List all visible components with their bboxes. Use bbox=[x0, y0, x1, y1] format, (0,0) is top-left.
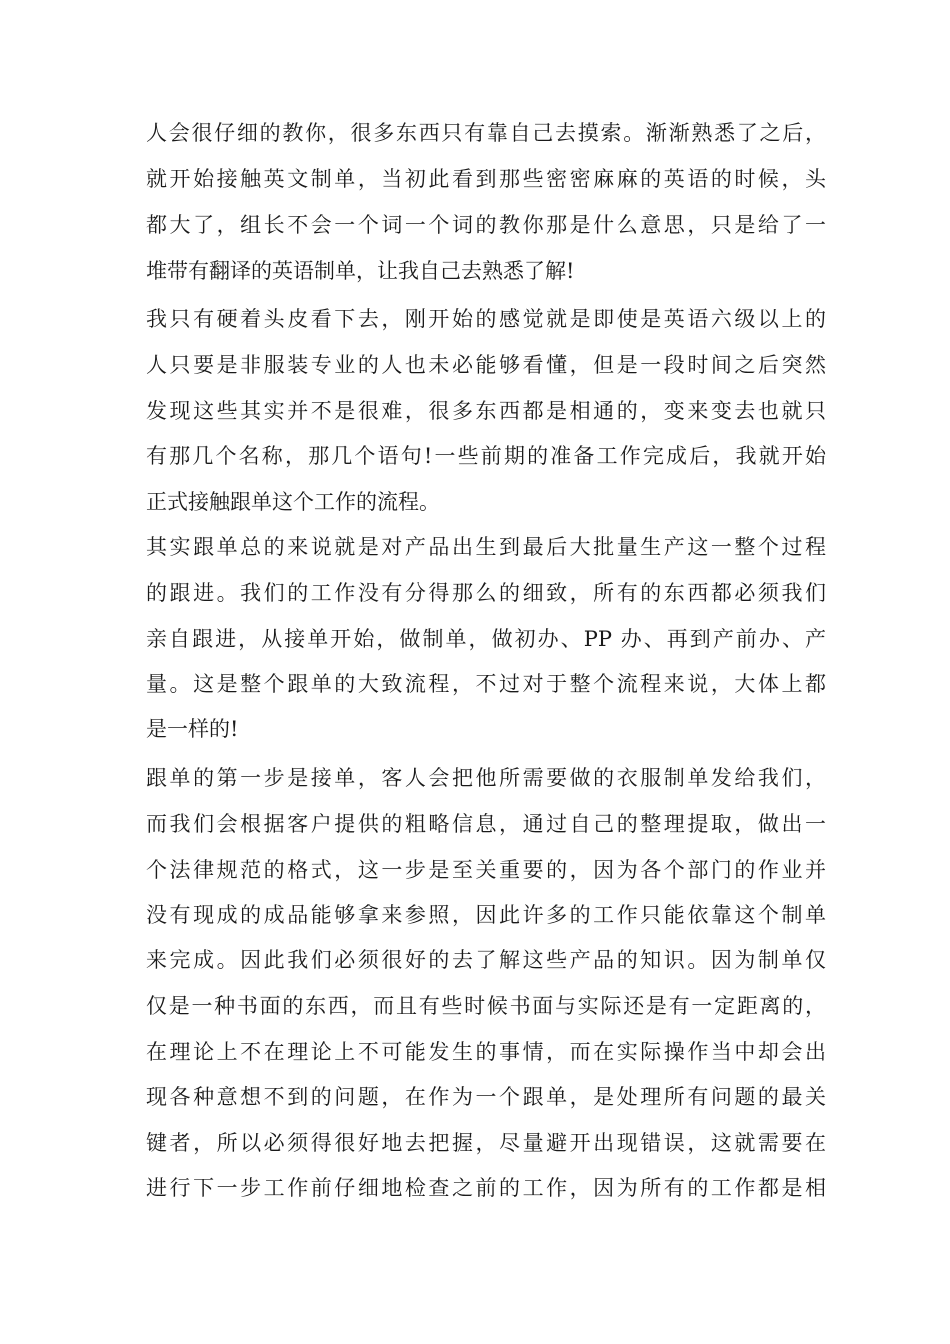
text-line: 人只要是非服装专业的人也未必能够看懂，但是一段时间之后突然 bbox=[146, 353, 826, 377]
text-line: 个法律规范的格式，这一步是至关重要的，因为各个部门的作业并 bbox=[146, 858, 826, 882]
text-line: 我只有硬着头皮看下去，刚开始的感觉就是即使是英语六级以上的 bbox=[146, 307, 826, 331]
text-line: 跟单的第一步是接单，客人会把他所需要做的衣服制单发给我们， bbox=[146, 766, 826, 790]
text-line: 而我们会根据客户提供的粗略信息，通过自己的整理提取，做出一 bbox=[146, 812, 826, 836]
text-line: 亲自跟进，从接单开始，做制单，做初办、PP 办、再到产前办、产 bbox=[146, 627, 826, 651]
text-line: 来完成。因此我们必须很好的去了解这些产品的知识。因为制单仅 bbox=[146, 948, 826, 972]
text-line: 键者，所以必须得很好地去把握，尽量避开出现错误，这就需要在 bbox=[146, 1131, 826, 1155]
text-line: 仅是一种书面的东西，而且有些时候书面与实际还是有一定距离的， bbox=[146, 994, 826, 1018]
text-line: 没有现成的成品能够拿来参照，因此许多的工作只能依靠这个制单 bbox=[146, 903, 826, 927]
text-line: 发现这些其实并不是很难，很多东西都是相通的，变来变去也就只 bbox=[146, 399, 826, 423]
text-line: 堆带有翻译的英语制单，让我自己去熟悉了解! bbox=[146, 259, 575, 283]
text-line: 人会很仔细的教你，很多东西只有靠自己去摸索。渐渐熟悉了之后， bbox=[146, 121, 826, 145]
text-line: 都大了，组长不会一个词一个词的教你那是什么意思，只是给了一 bbox=[146, 213, 826, 237]
text-line: 进行下一步工作前仔细地检查之前的工作，因为所有的工作都是相 bbox=[146, 1176, 826, 1200]
text-line: 有那几个名称，那几个语句!一些前期的准备工作完成后，我就开始 bbox=[146, 444, 826, 468]
text-line: 量。这是整个跟单的大致流程，不过对于整个流程来说，大体上都 bbox=[146, 672, 826, 696]
text-line: 正式接触跟单这个工作的流程。 bbox=[146, 490, 440, 514]
text-line: 其实跟单总的来说就是对产品出生到最后大批量生产这一整个过程 bbox=[146, 535, 826, 559]
text-line: 的跟进。我们的工作没有分得那么的细致，所有的东西都必须我们 bbox=[146, 581, 826, 605]
text-line: 是一样的! bbox=[146, 717, 239, 741]
text-line: 现各种意想不到的问题，在作为一个跟单，是处理所有问题的最关 bbox=[146, 1085, 826, 1109]
text-line: 在理论上不在理论上不可能发生的事情，而在实际操作当中却会出 bbox=[146, 1040, 826, 1064]
text-line: 就开始接触英文制单，当初此看到那些密密麻麻的英语的时候，头 bbox=[146, 167, 826, 191]
